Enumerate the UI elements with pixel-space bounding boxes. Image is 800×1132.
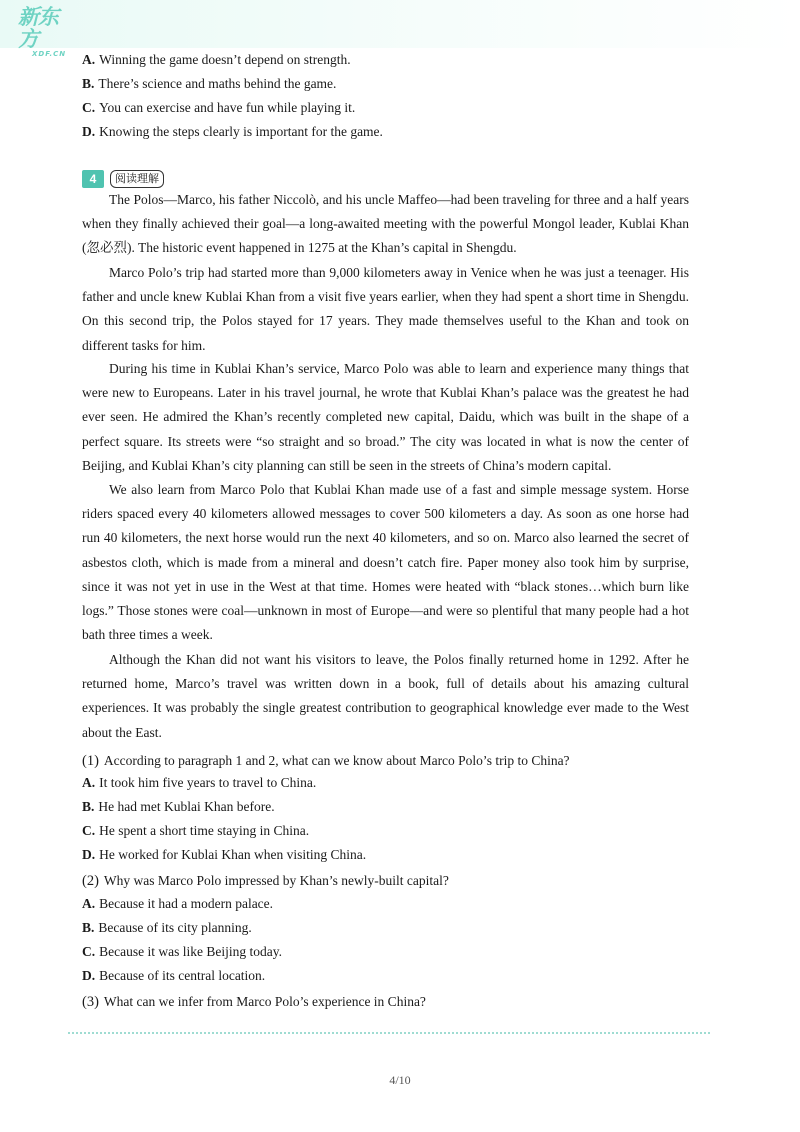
question-number: (2) [82, 873, 99, 889]
option-text: He had met Kublai Khan before. [98, 799, 275, 814]
passage-paragraph-5: Although the Khan did not want his visitors to leave, the Polos finally returned home in 1292. After he returned home, Marco’s travel was written down in a book, full of details about his amazing cultural experiences. It was probably the single greatest contribution to geographical knowledge ever made to the West about the East. [82, 652, 689, 740]
question-2 [82, 872, 449, 890]
option-letter: C. [82, 823, 96, 838]
q1-option-a [82, 774, 316, 792]
option-text: Because of its city planning. [98, 920, 252, 935]
option-letter: B. [82, 76, 95, 91]
q2-option-c [82, 943, 282, 961]
option-b [82, 75, 336, 93]
option-c [82, 99, 355, 117]
footer-divider [68, 1032, 710, 1034]
option-letter: C. [82, 944, 96, 959]
q1-option-d [82, 846, 366, 864]
option-text: You can exercise and have fun while playing it. [99, 100, 356, 115]
option-letter: D. [82, 124, 96, 139]
option-letter: D. [82, 968, 96, 983]
xdf-logo [18, 5, 72, 58]
option-text: Because of its central location. [99, 968, 266, 983]
q2-option-d [82, 967, 265, 985]
option-letter: A. [82, 896, 96, 911]
passage-paragraph-4: We also learn from Marco Polo that Kublai Khan made use of a fast and simple message system. Horse riders spaced every 40 kilometers allowed messages to cover 500 kilometers a day. As soon as one horse had run 40 kilometers, the next horse would run the next 40 kilometers, and so on. Marco also learned the secret of asbestos cloth, which is made from a mineral and doesn’t catch fire. Paper money also took him by surprise, since it was not yet in use in the West at that time. Homes were heated with “black stones…which burn like logs.” Those stones were coal—unknown in most of Europe—and were so plentiful that many people had a hot bath three times a week. [82, 482, 689, 643]
section-number-badge: 4 [82, 170, 104, 188]
option-d [82, 123, 383, 141]
option-letter: C. [82, 100, 96, 115]
option-letter: D. [82, 847, 96, 862]
section-type-tag: 阅读理解 [110, 170, 164, 188]
section-header [82, 170, 164, 188]
question-1 [82, 752, 570, 770]
q2-option-b [82, 919, 252, 937]
question-text: What can we infer from Marco Polo’s experience in China? [103, 994, 426, 1009]
passage-paragraph-1: The Polos—Marco, his father Niccolò, and his uncle Maffeo—had been traveling for three and a half years when they finally achieved their goal—a long-awaited meeting with the powerful Mongol leader, Kublai Khan (忽必烈). The historic event happened in 1275 at the Khan’s capital in Shengdu. [82, 192, 689, 256]
option-text: He worked for Kublai Khan when visiting China. [99, 847, 367, 862]
logo-english: XDF.CN [32, 50, 67, 58]
option-text: He spent a short time staying in China. [99, 823, 310, 838]
header-band [0, 0, 800, 51]
q2-option-a [82, 895, 273, 913]
question-text: According to paragraph 1 and 2, what can we know about Marco Polo’s trip to China? [103, 753, 570, 768]
q1-option-b [82, 798, 275, 816]
option-text: Because it had a modern palace. [99, 896, 274, 911]
question-3 [82, 993, 426, 1011]
option-letter: B. [82, 799, 95, 814]
logo-chinese: 新东方 [18, 5, 58, 51]
question-text: Why was Marco Polo impressed by Khan’s newly-built capital? [103, 873, 449, 888]
option-text: Winning the game doesn’t depend on strength. [99, 52, 351, 67]
page-number: 4/10 [389, 1073, 411, 1087]
passage-paragraph-2: Marco Polo’s trip had started more than 9,000 kilometers away in Venice when he was just a teenager. His father and uncle knew Kublai Khan from a visit five years earlier, when they had spent a short time in Shengdu. On this second trip, the Polos stayed for 17 years. They made themselves useful to the Khan and took on different tasks for him. [82, 265, 689, 353]
question-number: (1) [82, 753, 99, 769]
option-a [82, 51, 351, 69]
q1-option-c [82, 822, 309, 840]
option-text: It took him five years to travel to China. [99, 775, 317, 790]
passage-paragraph-3: During his time in Kublai Khan’s service, Marco Polo was able to learn and experience many things that were new to Europeans. Later in his travel journal, he wrote that Kublai Khan’s palace was the greatest he had ever seen. He admired the Khan’s recently completed new capital, Daidu, which was built in the shape of a perfect square. Its streets were “so straight and so broad.” The city was located in what is now the center of Beijing, and Kublai Khan’s city planning can still be seen in the streets of China’s modern capital. [82, 361, 689, 473]
question-number: (3) [82, 994, 99, 1010]
option-text: Because it was like Beijing today. [99, 944, 282, 959]
option-letter: A. [82, 775, 96, 790]
option-text: Knowing the steps clearly is important for the game. [99, 124, 383, 139]
option-letter: A. [82, 52, 96, 67]
option-text: There’s science and maths behind the game. [98, 76, 337, 91]
option-letter: B. [82, 920, 95, 935]
